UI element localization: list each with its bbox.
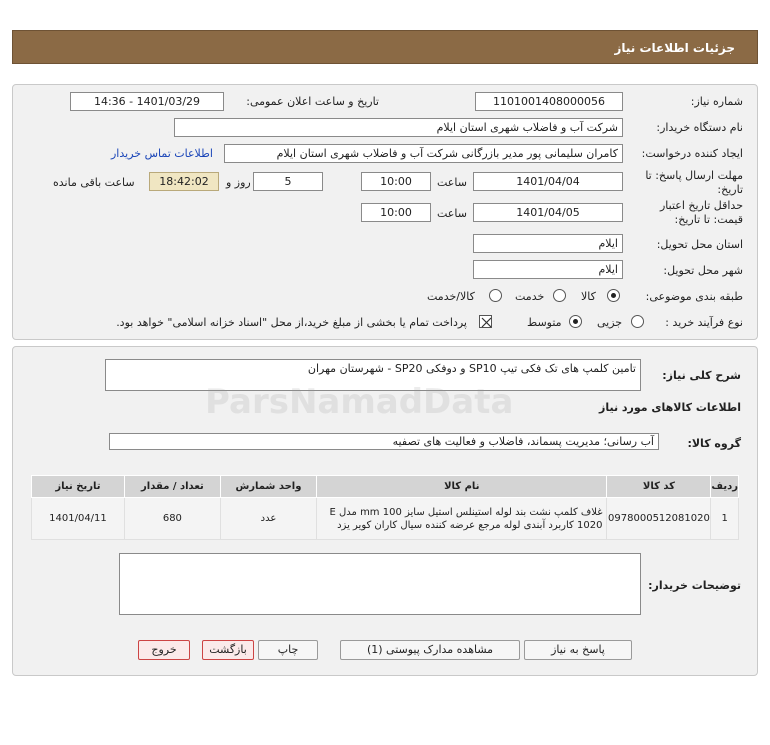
deadline-time-field: 10:00 — [361, 172, 431, 191]
goods-group-field: آب رسانی؛ مدیریت پسماند، فاضلاب و فعالیت های تصفیه — [109, 433, 659, 450]
print-button[interactable]: چاپ — [258, 640, 318, 660]
details-panel — [12, 84, 758, 340]
deadline-label-2: تاریخ: — [717, 183, 743, 196]
goods-table-header — [32, 476, 739, 498]
remaining-time-label: ساعت باقی مانده — [53, 176, 135, 189]
city-field: ایلام — [473, 260, 623, 279]
col-row: ردیف — [711, 476, 739, 498]
creator-field: کامران سلیمانی پور مدیر بازرگانی شرکت آب و فاضلاب شهری استان ایلام — [224, 144, 623, 163]
table-row — [32, 498, 739, 540]
process-medium-label: متوسط — [527, 316, 562, 329]
category-label: طبقه بندی موضوعی: — [645, 290, 743, 303]
category-service-radio[interactable] — [553, 289, 566, 302]
goods-panel — [12, 346, 758, 676]
row-number: 1 — [711, 498, 739, 540]
validity-label: حداقل تاریخ اعتبار — [659, 199, 743, 212]
creator-label: ایجاد کننده درخواست: — [641, 147, 743, 160]
deadline-label: مهلت ارسال پاسخ: تا — [645, 169, 743, 182]
attachments-button[interactable]: مشاهده مدارک پیوستی (1) — [340, 640, 520, 660]
col-code: کد کالا — [607, 476, 711, 498]
category-both-label: کالا/خدمت — [427, 290, 475, 303]
validity-date-field: 1401/04/05 — [473, 203, 623, 222]
row-unit: عدد — [220, 498, 316, 540]
buyer-notes-field — [119, 553, 641, 615]
row-qty: 680 — [124, 498, 220, 540]
page-title: جزئیات اطلاعات نیاز — [614, 41, 735, 55]
col-qty: تعداد / مقدار — [124, 476, 220, 498]
payment-checkbox[interactable] — [479, 315, 492, 328]
row-name: غلاف کلمپ نشت بند لوله استینلس استیل سایز 100 mm مدل E 1020 کاربرد آبندی لوله مرجع عرضه کننده سیال کاران کویر یزد — [317, 498, 607, 540]
payment-note: پرداخت تمام یا بخشی از مبلغ خرید،از محل "اسناد خزانه اسلامی" خواهد بود. — [116, 316, 467, 329]
remaining-time-field: 18:42:02 — [149, 172, 219, 191]
reply-button[interactable]: پاسخ به نیاز — [524, 640, 632, 660]
summary-label: شرح کلی نیاز: — [662, 369, 741, 382]
validity-label-2: قیمت: تا تاریخ: — [674, 213, 743, 226]
row-date: 1401/04/11 — [32, 498, 125, 540]
col-unit: واحد شمارش — [220, 476, 316, 498]
col-name: نام کالا — [317, 476, 607, 498]
goods-section-title: اطلاعات کالاهای مورد نیاز — [599, 401, 741, 414]
announce-date-label: تاریخ و ساعت اعلان عمومی: — [246, 95, 379, 108]
city-label: شهر محل تحویل: — [663, 264, 743, 277]
page-header — [12, 30, 758, 64]
buyer-org-label: نام دستگاه خریدار: — [656, 121, 743, 134]
days-field: 5 — [253, 172, 323, 191]
validity-time-label: ساعت — [437, 207, 467, 220]
validity-time-field: 10:00 — [361, 203, 431, 222]
category-goods-radio[interactable] — [607, 289, 620, 302]
category-goods-label: کالا — [581, 290, 596, 303]
announce-date-field: 1401/03/29 - 14:36 — [70, 92, 224, 111]
process-minor-label: جزیی — [597, 316, 623, 329]
category-both-radio[interactable] — [489, 289, 502, 302]
deadline-date-field: 1401/04/04 — [473, 172, 623, 191]
goods-table — [31, 475, 739, 540]
category-service-label: خدمت — [515, 290, 545, 303]
buyer-contact-link[interactable]: اطلاعات تماس خریدار — [111, 147, 213, 160]
province-field: ایلام — [473, 234, 623, 253]
need-number-field: 1101001408000056 — [475, 92, 623, 111]
buyer-org-field: شرکت آب و فاضلاب شهری استان ایلام — [174, 118, 623, 137]
process-medium-radio[interactable] — [569, 315, 582, 328]
process-minor-radio[interactable] — [631, 315, 644, 328]
col-date: تاریخ نیاز — [32, 476, 125, 498]
process-label: نوع فرآیند خرید : — [665, 316, 743, 329]
deadline-time-label: ساعت — [437, 176, 467, 189]
exit-button[interactable]: خروج — [138, 640, 190, 660]
goods-group-label: گروه کالا: — [687, 437, 741, 450]
need-number-label: شماره نیاز: — [690, 95, 743, 108]
summary-field: تامین کلمپ های تک فکی تیپ SP10 و دوفکی SP20 - شهرستان مهران — [105, 359, 641, 391]
buyer-notes-label: توضیحات خریدار: — [648, 579, 741, 592]
days-label: روز و — [226, 176, 251, 189]
row-code: 0978000512081020 — [607, 498, 711, 540]
province-label: استان محل تحویل: — [656, 238, 743, 251]
cross-icon — [480, 316, 493, 329]
back-button[interactable]: بازگشت — [202, 640, 254, 660]
